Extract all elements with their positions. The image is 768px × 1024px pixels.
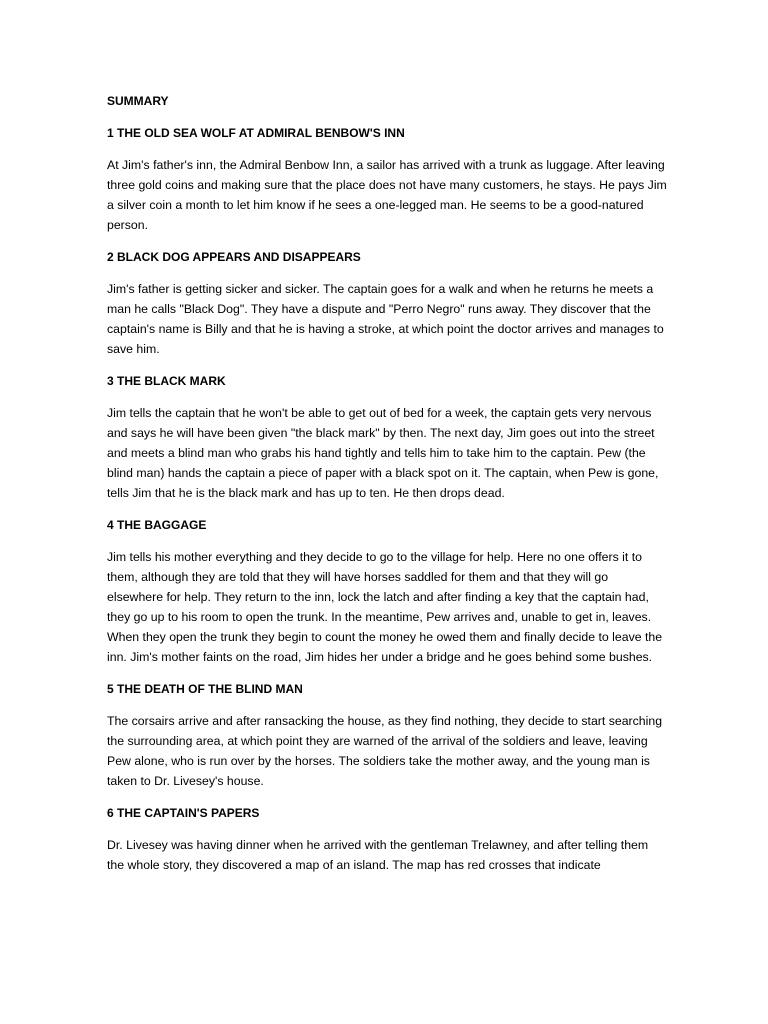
- chapter-heading: 1 THE OLD SEA WOLF AT ADMIRAL BENBOW'S INN: [107, 126, 405, 140]
- chapter-4: [107, 515, 667, 667]
- chapter-2: [107, 247, 667, 359]
- chapter-body: Jim's father is getting sicker and sicker. The captain goes for a walk and when he returns he meets a man he calls "Black Dog". They have a dispute and "Perro Negro" runs away. They discover that the captain's name is Billy and that he is having a stroke, at which point the doctor arrives and manages to save him.: [107, 282, 664, 356]
- document-title: SUMMARY: [107, 94, 169, 108]
- chapter-body: The corsairs arrive and after ransacking the house, as they find nothing, they decide to start searching the surrounding area, at which point they are warned of the arrival of the soldiers and leave, leaving Pew alone, who is run over by the horses. The soldiers take the mother away, and the young man is taken to Dr. Livesey's house.: [107, 714, 663, 788]
- document-page: [107, 91, 667, 887]
- chapter-body: Dr. Livesey was having dinner when he arrived with the gentleman Trelawney, and after telling them the whole story, they discovered a map of an island. The map has red crosses that indicate: [107, 838, 649, 872]
- chapter-1: [107, 123, 667, 235]
- chapter-body: At Jim's father's inn, the Admiral Benbow Inn, a sailor has arrived with a trunk as luggage. After leaving three gold coins and making sure that the place does not have many customers, he stays. He pays Jim a silver coin a month to let him know if he sees a one-legged man. He seems to be a good-natured person.: [107, 158, 667, 232]
- chapter-6: [107, 803, 667, 875]
- chapter-heading: 2 BLACK DOG APPEARS AND DISAPPEARS: [107, 250, 361, 264]
- chapter-5: [107, 679, 667, 791]
- chapter-heading: 6 THE CAPTAIN'S PAPERS: [107, 806, 260, 820]
- chapter-body: Jim tells his mother everything and they decide to go to the village for help. Here no one offers it to them, although they are told that they will have horses saddled for them and that they will go elsewhere for help. They return to the inn, lock the latch and after finding a key that the captain had, they go up to his room to open the trunk. In the meantime, Pew arrives and, unable to get in, leaves. When they open the trunk they begin to count the money he owed them and finally decide to leave the inn. Jim's mother faints on the road, Jim hides her under a bridge and he goes behind some bushes.: [107, 550, 663, 664]
- chapter-heading: 3 THE BLACK MARK: [107, 374, 226, 388]
- chapter-3: [107, 371, 667, 503]
- chapter-heading: 5 THE DEATH OF THE BLIND MAN: [107, 682, 303, 696]
- chapter-heading: 4 THE BAGGAGE: [107, 518, 207, 532]
- chapter-body: Jim tells the captain that he won't be able to get out of bed for a week, the captain gets very nervous and says he will have been given "the black mark" by then. The next day, Jim goes out into the street and meets a blind man who grabs his hand tightly and tells him to take him to the captain. Pew (the blind man) hands the captain a piece of paper with a black spot on it. The captain, when Pew is gone, tells Jim that he is the black mark and has up to ten. He then drops dead.: [107, 406, 659, 500]
